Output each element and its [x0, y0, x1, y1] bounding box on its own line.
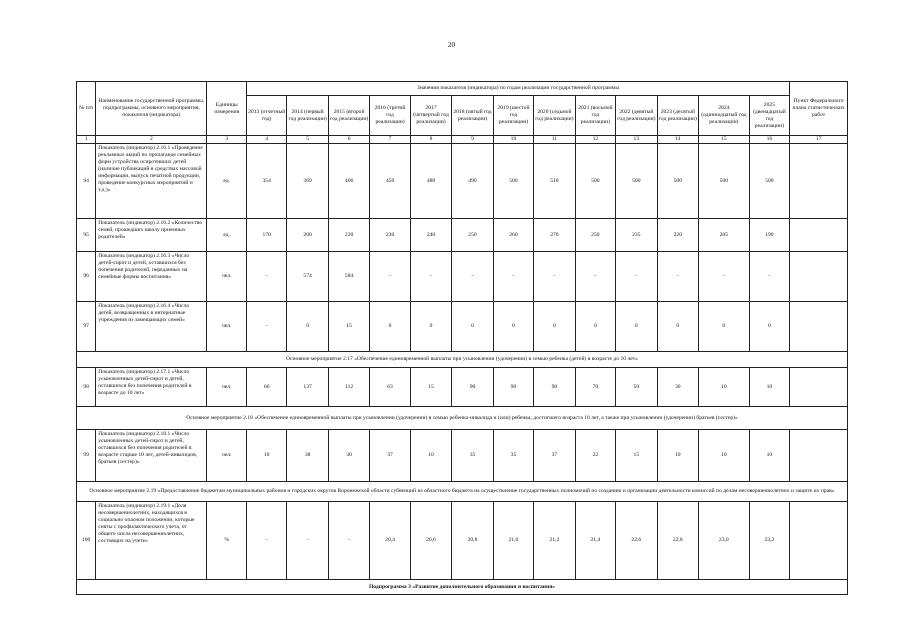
- value-cell: -: [246, 302, 286, 352]
- value-cell: 10: [246, 430, 286, 482]
- indicator-name: Показатель (индикатор) 2.16.1 «Проведение рекламных акций по пропаганде семейных форм устройства осиротевших детей (наличие публикаций в средствах массовой информации, выпуск печатной продукции, проведение конкурсных мероприятий и т.д.)»: [96, 144, 207, 219]
- value-cell: 90: [534, 368, 575, 407]
- unit-cell: ед.: [207, 219, 246, 252]
- value-cell: 63: [370, 368, 410, 407]
- value-cell: 50: [616, 368, 657, 407]
- section-row: [77, 482, 848, 502]
- value-cell: -: [657, 252, 698, 302]
- value-cell: 90: [493, 368, 533, 407]
- value-cell: -: [534, 252, 575, 302]
- value-cell: 23,2: [749, 502, 790, 580]
- value-cell: 450: [370, 144, 410, 219]
- column-number: 16: [749, 136, 790, 144]
- column-number: 2: [96, 136, 207, 144]
- subprogram-title: Подпрограмма 3 «Развитие дополнительного образования и воспитания»: [77, 580, 848, 595]
- page-number: 20: [448, 41, 455, 49]
- header-year: 2022 (девятый год реализации): [616, 96, 657, 136]
- value-cell: 38: [287, 430, 328, 482]
- column-number: 17: [790, 136, 848, 144]
- unit-cell: чел.: [207, 368, 246, 407]
- value-cell: 0: [575, 302, 615, 352]
- column-number: 15: [699, 136, 750, 144]
- value-cell: 250: [575, 219, 615, 252]
- indicator-row: [77, 219, 848, 252]
- value-cell: 250: [452, 219, 493, 252]
- value-cell: 23,0: [699, 502, 750, 580]
- value-cell: 406: [328, 144, 369, 219]
- value-cell: -: [287, 502, 328, 580]
- value-cell: 15: [616, 430, 657, 482]
- header-year: 2018 (пятый год реализации): [452, 96, 493, 136]
- value-cell: 0: [452, 302, 493, 352]
- value-cell: 10: [749, 368, 790, 407]
- value-cell: 500: [493, 144, 533, 219]
- value-cell: 220: [328, 219, 369, 252]
- value-cell: 0: [616, 302, 657, 352]
- value-cell: 10: [410, 430, 451, 482]
- value-cell: 200: [287, 219, 328, 252]
- column-number: 12: [575, 136, 615, 144]
- indicator-name: Показатель (индикатор) 2.16.4 «Число детей, возвращенных в интернатные учреждения из замещающих семей»: [96, 302, 207, 352]
- indicator-row: [77, 252, 848, 302]
- header-year: 2014 (первый год реализации): [287, 96, 328, 136]
- header-values-group: Значения показателя (индикатора) по годам реализации государственной программы: [246, 82, 789, 96]
- subprogram-row: [77, 580, 848, 595]
- row-number: 100: [77, 502, 96, 580]
- value-cell: 21,0: [493, 502, 533, 580]
- activity-title: Основное мероприятие 2.18 «Обеспечение единовременной выплаты при усыновлении (удочерении) в семью ребенка-инвалида и (или) ребенка, достигшего возраста 10 лет, а также при усыновлении (удочерении) братьев (сестер)»: [77, 407, 848, 430]
- value-cell: 354: [246, 144, 286, 219]
- indicator-row: [77, 144, 848, 219]
- value-cell: 0: [493, 302, 533, 352]
- header-name: Наименование государственной программы, подпрограммы, основного мероприятия, показателя (индикатора): [96, 82, 207, 136]
- stat-plan-cell: [790, 502, 848, 580]
- activity-title: Основное мероприятие 2.17 «Обеспечение единовременной выплаты при усыновлении (удочерении) в семью ребенка (детей) в возрасте до 10 лет»: [77, 352, 848, 368]
- value-cell: 10: [699, 430, 750, 482]
- value-cell: 66: [246, 368, 286, 407]
- value-cell: 584: [328, 252, 369, 302]
- value-cell: 510: [534, 144, 575, 219]
- header-year: 2023 (десятый год реализации): [657, 96, 698, 136]
- value-cell: 35: [452, 430, 493, 482]
- value-cell: -: [452, 252, 493, 302]
- indicator-name: Показатель (индикатор) 2.16.3 «Число детей-сирот и детей, оставшихся без попечения родителей, переданных на семейные формы воспитания»: [96, 252, 207, 302]
- value-cell: -: [493, 252, 533, 302]
- value-cell: 190: [749, 219, 790, 252]
- value-cell: 0: [287, 302, 328, 352]
- value-cell: 230: [370, 219, 410, 252]
- value-cell: -: [328, 502, 369, 580]
- header-no: № п/п: [77, 82, 96, 136]
- column-number: 3: [207, 136, 246, 144]
- column-number: 8: [410, 136, 451, 144]
- value-cell: 90: [452, 368, 493, 407]
- value-cell: 112: [328, 368, 369, 407]
- header-unit: Единицы измерения: [207, 82, 246, 136]
- stat-plan-cell: [790, 219, 848, 252]
- stat-plan-cell: [790, 144, 848, 219]
- value-cell: 270: [534, 219, 575, 252]
- header-year: 2019 (шестой год реализации): [493, 96, 533, 136]
- value-cell: -: [575, 252, 615, 302]
- header-year: 2017 (четвертый год реализации): [410, 96, 451, 136]
- value-cell: 10: [699, 368, 750, 407]
- indicator-name: Показатель (индикатор) 2.18.1 «Число усыновленных детей-сирот и детей, оставшихся без попечения родителей в возрасте старше 10 лет, детей-инвалидов, братьев (сестер)»: [96, 430, 207, 482]
- indicator-name: Показатель (индикатор) 2.19.1 «Доля несовершеннолетних, находящихся в социально опасном положении, которые сняты с профилактического учета, от общего числа несовершеннолетних, состоящих на учете»: [96, 502, 207, 580]
- row-number: 98: [77, 368, 96, 407]
- header-year: 2016 (третий год реализации): [370, 96, 410, 136]
- value-cell: 240: [410, 219, 451, 252]
- unit-cell: чел.: [207, 252, 246, 302]
- column-number: 10: [493, 136, 533, 144]
- value-cell: 21,2: [534, 502, 575, 580]
- value-cell: -: [246, 252, 286, 302]
- stat-plan-cell: [790, 252, 848, 302]
- section-row: [77, 352, 848, 368]
- indicator-name: Показатель (индикатор) 2.17.1 «Число усыновленных детей-сирот и детей, оставшихся без попечения родителей в возрасте до 10 лет»: [96, 368, 207, 407]
- value-cell: 500: [699, 144, 750, 219]
- header-year: 2021 (восьмой год реализации): [575, 96, 615, 136]
- indicator-row: [77, 302, 848, 352]
- column-number: 5: [287, 136, 328, 144]
- indicator-row: [77, 430, 848, 482]
- value-cell: 0: [370, 302, 410, 352]
- unit-cell: чел.: [207, 430, 246, 482]
- column-number: 13: [616, 136, 657, 144]
- value-cell: -: [749, 252, 790, 302]
- header-year: 2025 (двенадцатый год реализации): [749, 96, 790, 136]
- value-cell: 20,6: [410, 502, 451, 580]
- value-cell: 22: [575, 430, 615, 482]
- value-cell: 260: [493, 219, 533, 252]
- activity-title: Основное мероприятие 2.19 «Предоставление бюджетам муниципальных районов и городских округов Воронежской области субвенций из областного бюджета на осуществление государственных полномочий по созданию и организации деятельности комиссий по делам несовершеннолетних и защите их прав»: [77, 482, 848, 502]
- value-cell: 0: [699, 302, 750, 352]
- value-cell: -: [246, 502, 286, 580]
- unit-cell: чел.: [207, 302, 246, 352]
- indicator-row: [77, 502, 848, 580]
- value-cell: 21,4: [575, 502, 615, 580]
- unit-cell: ед.: [207, 144, 246, 219]
- column-number: 9: [452, 136, 493, 144]
- value-cell: 0: [534, 302, 575, 352]
- value-cell: 480: [410, 144, 451, 219]
- value-cell: 35: [493, 430, 533, 482]
- column-number: 4: [246, 136, 286, 144]
- value-cell: 369: [287, 144, 328, 219]
- column-number: 7: [370, 136, 410, 144]
- header-year: 2020 (седьмой год реализации): [534, 96, 575, 136]
- column-number: 6: [328, 136, 369, 144]
- value-cell: 235: [616, 219, 657, 252]
- value-cell: -: [616, 252, 657, 302]
- stat-plan-cell: [790, 302, 848, 352]
- value-cell: 170: [246, 219, 286, 252]
- column-number: 14: [657, 136, 698, 144]
- value-cell: 0: [749, 302, 790, 352]
- row-number: 96: [77, 252, 96, 302]
- header-year: 2015 (второй год реализации): [328, 96, 369, 136]
- value-cell: 500: [575, 144, 615, 219]
- stat-plan-cell: [790, 368, 848, 407]
- value-cell: 15: [328, 302, 369, 352]
- value-cell: 0: [657, 302, 698, 352]
- value-cell: 490: [452, 144, 493, 219]
- unit-cell: %: [207, 502, 246, 580]
- value-cell: 500: [616, 144, 657, 219]
- indicator-row: [77, 368, 848, 407]
- value-cell: 137: [287, 368, 328, 407]
- header-year: 2013 (отчетный год): [246, 96, 286, 136]
- row-number: 95: [77, 219, 96, 252]
- value-cell: 15: [410, 368, 451, 407]
- value-cell: 30: [657, 368, 698, 407]
- value-cell: 205: [699, 219, 750, 252]
- value-cell: 220: [657, 219, 698, 252]
- row-number: 94: [77, 144, 96, 219]
- value-cell: -: [410, 252, 451, 302]
- value-cell: 10: [657, 430, 698, 482]
- section-row: [77, 407, 848, 430]
- value-cell: 22,8: [657, 502, 698, 580]
- indicator-name: Показатель (индикатор) 2.16.2 «Количество семей, прошедших школу приемных родителей»: [96, 219, 207, 252]
- value-cell: 30: [328, 430, 369, 482]
- value-cell: 0: [410, 302, 451, 352]
- value-cell: -: [370, 252, 410, 302]
- value-cell: 574: [287, 252, 328, 302]
- stat-plan-cell: [790, 430, 848, 482]
- value-cell: 22,6: [616, 502, 657, 580]
- value-cell: 20,8: [452, 502, 493, 580]
- value-cell: 37: [534, 430, 575, 482]
- row-number: 97: [77, 302, 96, 352]
- value-cell: 500: [657, 144, 698, 219]
- row-number: 99: [77, 430, 96, 482]
- column-number: 11: [534, 136, 575, 144]
- header-year: 2024 (одиннадцатый год реализации): [699, 96, 750, 136]
- value-cell: 37: [370, 430, 410, 482]
- value-cell: 10: [749, 430, 790, 482]
- value-cell: 20,4: [370, 502, 410, 580]
- indicators-table: [76, 81, 848, 595]
- column-number: 1: [77, 136, 96, 144]
- value-cell: -: [699, 252, 750, 302]
- value-cell: 500: [749, 144, 790, 219]
- header-stat: Пункт Федерального плана статистических работ: [790, 82, 848, 136]
- value-cell: 70: [575, 368, 615, 407]
